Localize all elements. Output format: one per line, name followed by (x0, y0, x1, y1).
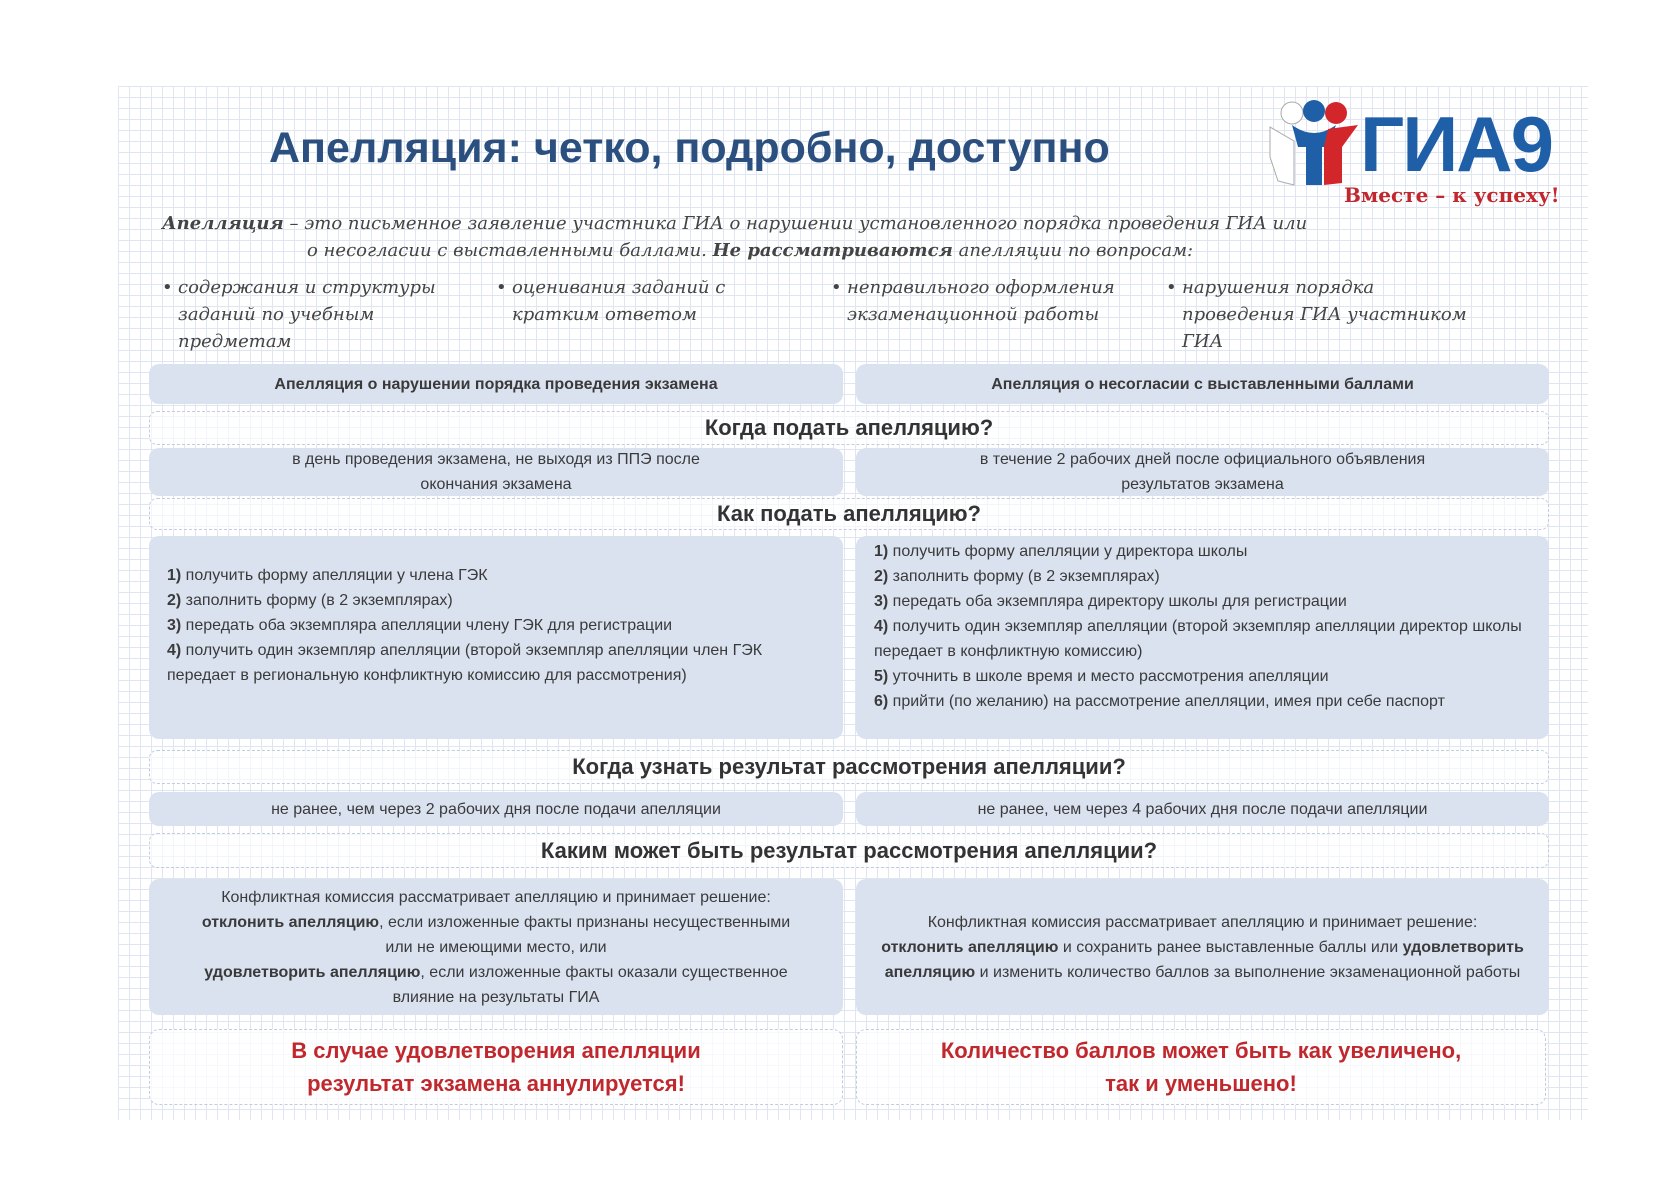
result-reject: отклонить апелляцию, если изложенные факты признаны несущественными или не имеющими место, или (201, 913, 791, 956)
page-title: Апелляция: четко, подробно, доступно (269, 124, 1110, 172)
column-header-left: Апелляция о нарушении порядка проведения экзамена (149, 364, 843, 404)
definition-term: Апелляция (162, 213, 284, 234)
section-title-how-submit: Как подать апелляцию? (149, 498, 1549, 530)
step: 3) передать оба экземпляра апелляции члену ГЭК для регистрации (167, 617, 673, 634)
when-result-right: не ранее, чем через 4 рабочих дня после подачи апелляции (856, 792, 1549, 826)
step: 1) получить форму апелляции у члена ГЭК (167, 567, 488, 584)
what-result-left (149, 879, 843, 1015)
step: 5) уточнить в школе время и место рассмотрения апелляции (874, 668, 1329, 685)
step: 1) получить форму апелляции у директора школы (874, 543, 1248, 560)
definition-text-2: о несогласии с выставленными баллами. (307, 240, 713, 261)
when-submit-right: в течение 2 рабочих дней после официального объявления результатов экзамена (856, 448, 1549, 496)
result-accept: удовлетворить апелляцию, если изложенные факты оказали существенное влияние на результаты ГИА (204, 963, 788, 1006)
how-submit-left (149, 536, 843, 739)
exclusion-item: • содержания и структуры заданий по учебным предметам (162, 274, 452, 355)
logo-text: ГИА9 (1360, 100, 1552, 188)
when-result-left: не ранее, чем через 2 рабочих дня после подачи апелляции (149, 792, 843, 826)
students-icon (1262, 97, 1362, 187)
logo-slogan: Вместе – к успеху! (1344, 183, 1560, 207)
note-left-line: В случае удовлетворения апелляции (291, 1038, 701, 1063)
note-right-line: так и уменьшено! (1105, 1071, 1297, 1096)
section-title-when-result: Когда узнать результат рассмотрения апелляции? (149, 750, 1549, 784)
column-header-right: Апелляция о несогласии с выставленными баллами (856, 364, 1549, 404)
definition-text-3: апелляции по вопросам: (952, 240, 1194, 261)
step: 2) заполнить форму (в 2 экземплярах) (167, 592, 453, 609)
step: 3) передать оба экземпляра директору школы для регистрации (874, 593, 1347, 610)
note-left (149, 1029, 843, 1105)
result-options: отклонить апелляцию и сохранить ранее выставленные баллы или удовлетворить апелляцию и изменить количество баллов за выполнение экзаменационной работы (881, 938, 1524, 981)
gia9-logo (1262, 97, 1562, 212)
note-left-line: результат экзамена аннулируется! (307, 1071, 685, 1096)
exclusion-item: • оценивания заданий с кратким ответом (496, 274, 756, 328)
section-title-what-result: Каким может быть результат рассмотрения апелляции? (149, 833, 1549, 868)
what-result-right (856, 879, 1549, 1015)
result-intro: Конфликтная комиссия рассматривает апелляцию и принимает решение: (221, 888, 771, 906)
step: 4) получить один экземпляр апелляции (второй экземпляр апелляции член ГЭК передает в региональную конфликтную комиссию для рассмотрения) (167, 642, 763, 684)
how-submit-right (856, 536, 1549, 739)
exclusion-item: • нарушения порядка проведения ГИА участником ГИА (1166, 274, 1476, 355)
step: 2) заполнить форму (в 2 экземплярах) (874, 568, 1160, 585)
note-right (856, 1029, 1546, 1105)
step: 4) получить один экземпляр апелляции (второй экземпляр апелляции директор школы передает в конфликтную комиссию) (874, 618, 1522, 660)
definition-bold: Не рассматриваются (712, 240, 953, 261)
result-intro: Конфликтная комиссия рассматривает апелляцию и принимает решение: (927, 913, 1478, 931)
step: 6) прийти (по желанию) на рассмотрение апелляции, имея при себе паспорт (874, 693, 1445, 710)
exclusion-item: • неправильного оформления экзаменационной работы (831, 274, 1141, 328)
note-right-line: Количество баллов может быть как увеличено, (940, 1038, 1462, 1063)
definition (162, 210, 1412, 264)
section-title-when-submit: Когда подать апелляцию? (149, 411, 1549, 445)
definition-text: – это письменное заявление участника ГИА о нарушении установленного порядка проведения ГИА или (283, 213, 1308, 234)
when-submit-left: в день проведения экзамена, не выходя из ППЭ после окончания экзамена (149, 448, 843, 496)
